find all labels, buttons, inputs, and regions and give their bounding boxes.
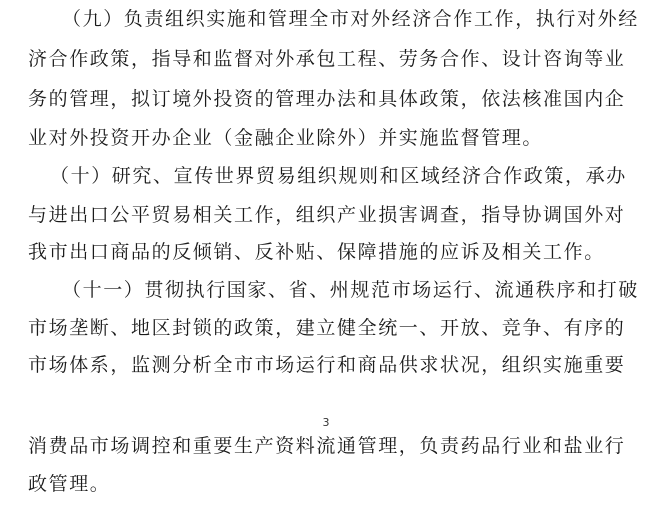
paragraph-9-line-3: 务的管理，拟订境外投资的管理办法和具体政策，依法核准国内企 [28, 88, 626, 110]
paragraph-9-line-4: 业对外投资开办企业（金融企业除外）并实施监督管理。 [28, 127, 544, 149]
paragraph-10-line-1: （十）研究、宣传世界贸易组织规则和区域经济合作政策，承办 [50, 165, 627, 187]
paragraph-9-line-1: （九）负责组织实施和管理全市对外经济合作工作，执行对外经 [62, 8, 639, 30]
next-page-line-2: 政管理。 [28, 473, 111, 495]
paragraph-10-line-2: 与进出口公平贸易相关工作，组织产业损害调查，指导协调国外对 [28, 204, 626, 226]
paragraph-11-line-2: 市场垄断、地区封锁的政策，建立健全统一、开放、竞争、有序的 [28, 317, 626, 339]
page-number: 3 [322, 416, 330, 429]
paragraph-11-line-3: 市场体系，监测分析全市市场运行和商品供求状况，组织实施重要 [28, 354, 626, 376]
paragraph-10-line-3: 我市出口商品的反倾销、反补贴、保障措施的应诉及相关工作。 [28, 241, 605, 263]
paragraph-9-line-2: 济合作政策，指导和监督对外承包工程、劳务合作、设计咨询等业 [28, 48, 626, 70]
paragraph-11-line-1: （十一）贯彻执行国家、省、州规范市场运行、流通秩序和打破 [62, 279, 639, 301]
next-page-line-1: 消费品市场调控和重要生产资料流通管理，负责药品行业和盐业行 [28, 435, 626, 457]
